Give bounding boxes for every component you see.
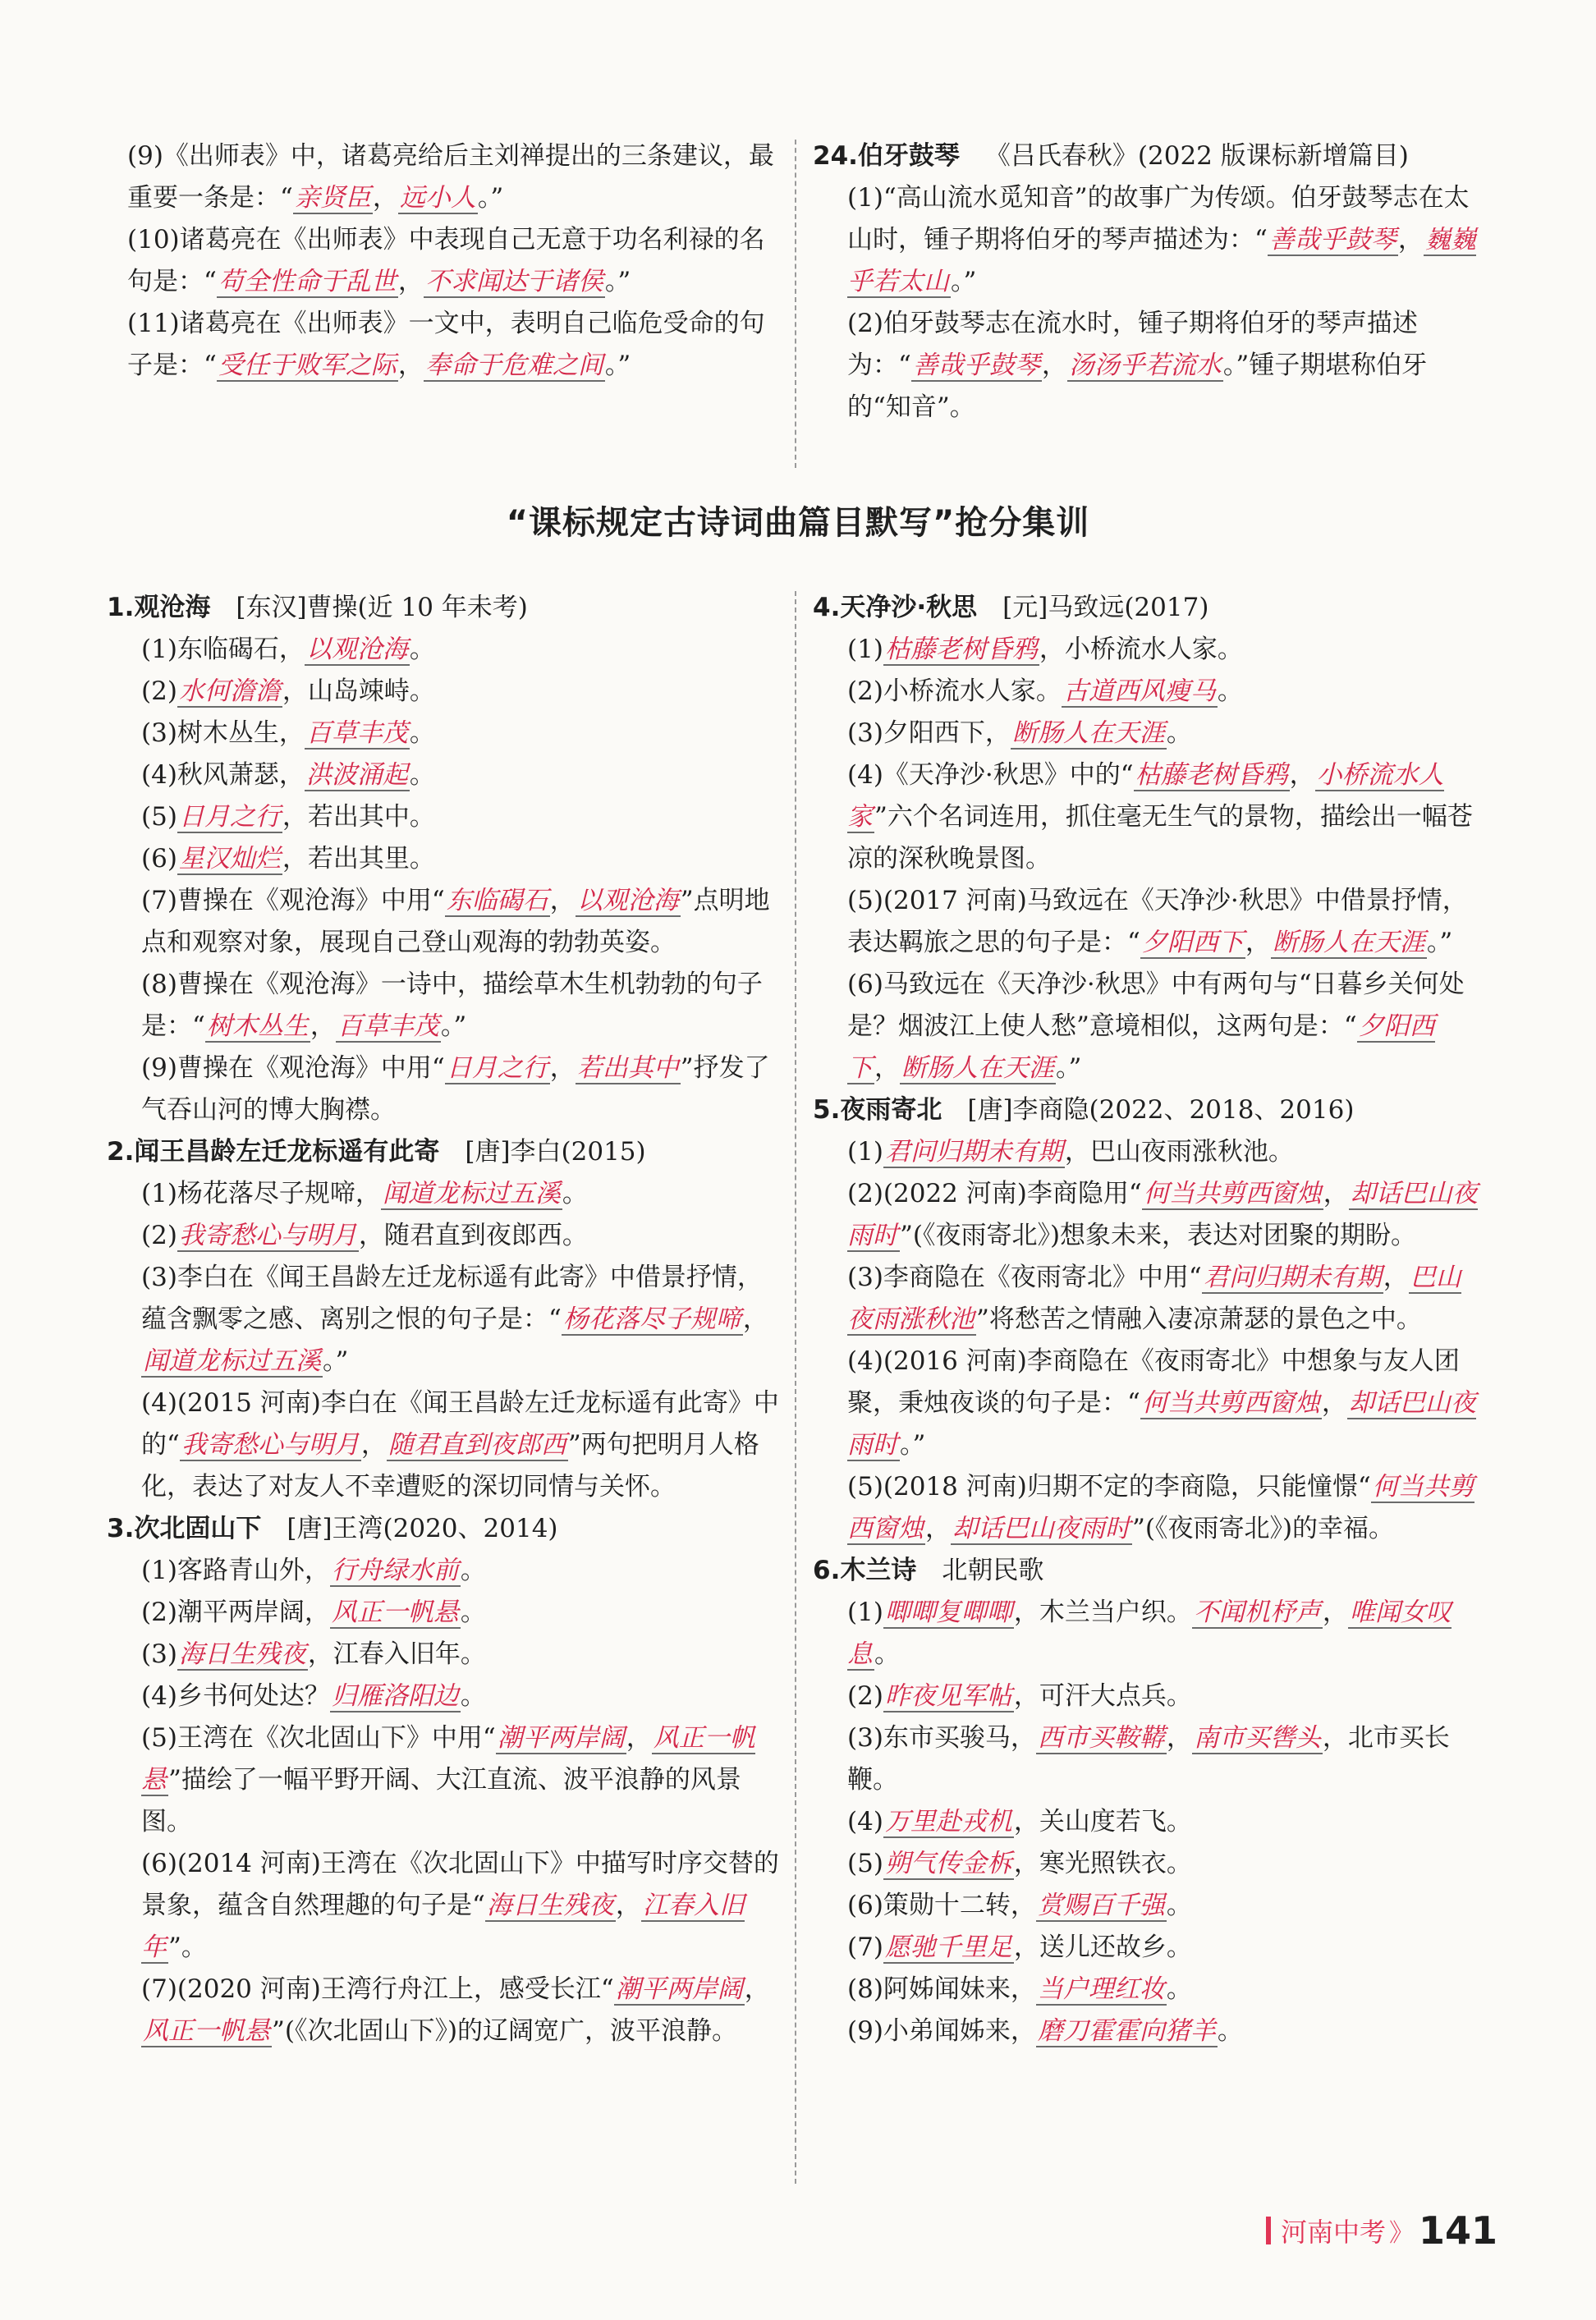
answer-separator: ， bbox=[626, 1723, 652, 1753]
question-text: (6)马致远在《天净沙·秋思》中有两句与“日暮乡关何处是？烟波江上使人愁”意境相似，这两句是：“ bbox=[847, 970, 1465, 1041]
question-text: (6)(2014 河南)王湾在《次北固山下》中描写时序交替的景象，蕴含自然理趣的句子是“ bbox=[141, 1849, 779, 1920]
answer-blank: 百草丰茂 bbox=[337, 1011, 439, 1041]
answer-blank: 却话巴山夜雨时 bbox=[847, 1179, 1478, 1250]
answer-blank: 当户理红妆 bbox=[1037, 1974, 1165, 2004]
question-line bbox=[813, 1173, 1482, 1257]
answer-blank: 若出其中 bbox=[576, 1053, 679, 1083]
question-line bbox=[107, 796, 780, 838]
question-line bbox=[107, 629, 780, 671]
question-text: ，可汗大点兵。 bbox=[1013, 1681, 1192, 1711]
answer-separator: ， bbox=[1383, 1263, 1409, 1292]
question-text: (11)诸葛亮在《出师表》一文中，表明自己临危受命的句子是：“ bbox=[127, 309, 765, 380]
item-title: 木兰诗 bbox=[840, 1556, 917, 1585]
answer-blank: 巍巍乎若太山 bbox=[847, 225, 1476, 296]
question-line bbox=[813, 1592, 1482, 1676]
column-divider-bottom bbox=[795, 591, 796, 2184]
item-source: [唐]李白(2015) bbox=[439, 1137, 646, 1167]
question-line bbox=[813, 629, 1482, 671]
answer-blank: 风正一帆悬 bbox=[331, 1598, 459, 1627]
question-text: (8)阿姊闻妹来， bbox=[847, 1974, 1036, 2004]
item-title: 闻王昌龄左迁龙标遥有此寄 bbox=[134, 1137, 440, 1167]
question-line bbox=[813, 1927, 1482, 1969]
item-heading bbox=[813, 587, 1482, 629]
answer-blank: 枯藤老树昏鸦 bbox=[1135, 760, 1288, 790]
question-text: ”(《夜雨寄北》)想象未来，表达对团聚的期盼。 bbox=[900, 1221, 1417, 1250]
question-text: (4)(2015 河南)李白在《闻王昌龄左迁龙标遥有此寄》中的“ bbox=[141, 1388, 779, 1460]
answer-blank: 南市买辔头 bbox=[1193, 1723, 1321, 1753]
question-text: (9)《出师表》中，诸葛亮给后主刘禅提出的三条建议，最重要一条是：“ bbox=[127, 141, 774, 213]
answer-blank: 日月之行 bbox=[178, 802, 281, 832]
answer-separator: ， bbox=[925, 1514, 951, 1543]
item-source: [元]马致远(2017) bbox=[977, 593, 1209, 622]
question-text: (7)(2020 河南)王湾行舟江上，感受长江“ bbox=[141, 1974, 614, 2004]
item-source: [唐]李商隐(2022、2018、2016) bbox=[942, 1095, 1355, 1125]
item-heading bbox=[813, 1550, 1482, 1592]
question-line bbox=[813, 1341, 1482, 1466]
item-heading bbox=[813, 1089, 1482, 1131]
answer-blank: 夕阳西下 bbox=[1141, 928, 1244, 957]
question-text: ”抒发了气吞山河的博大胸襟。 bbox=[141, 1053, 770, 1125]
item-source: [东汉]曹操(近 10 年未考) bbox=[210, 593, 528, 622]
question-line bbox=[127, 135, 780, 219]
answer-blank: 断肠人在天涯 bbox=[901, 1053, 1054, 1083]
question-text: ，若出其里。 bbox=[282, 844, 435, 873]
item-heading bbox=[107, 1508, 780, 1550]
question-text: 。” bbox=[951, 267, 977, 296]
question-line bbox=[107, 1676, 780, 1717]
answer-blank: 树木丛生 bbox=[206, 1011, 309, 1041]
item-number: 5. bbox=[813, 1095, 841, 1125]
question-text: 。” bbox=[604, 267, 631, 296]
question-text: (9)曹操在《观沧海》中用“ bbox=[141, 1053, 445, 1083]
question-text: (5)王湾在《次北固山下》中用“ bbox=[141, 1723, 496, 1753]
question-text: (9)小弟闻姊来， bbox=[847, 2016, 1036, 2046]
item-source: 北朝民歌 bbox=[916, 1556, 1044, 1585]
question-line bbox=[813, 1676, 1482, 1717]
question-line bbox=[813, 1843, 1482, 1885]
answer-blank: 百草丰茂 bbox=[305, 718, 408, 748]
question-line bbox=[107, 1634, 780, 1676]
question-text: 。” bbox=[323, 1346, 349, 1376]
question-text: ，随君直到夜郎西。 bbox=[358, 1221, 588, 1250]
item-heading bbox=[107, 587, 780, 629]
question-text: ”。 bbox=[168, 1933, 207, 1962]
question-text: (2) bbox=[847, 1681, 883, 1711]
question-text: (2) bbox=[141, 676, 177, 706]
question-text: 。” bbox=[900, 1430, 926, 1460]
item-number: 2. bbox=[107, 1137, 135, 1167]
answer-separator: ， bbox=[310, 1011, 336, 1041]
question-line bbox=[107, 880, 780, 964]
question-line bbox=[813, 303, 1482, 429]
question-text: ”描绘了一幅平野开阔、大江直流、波平浪静的风景图。 bbox=[141, 1765, 741, 1836]
answer-blank: 奉命于危难之间 bbox=[424, 351, 603, 380]
question-text: (1)东临碣石， bbox=[141, 635, 305, 664]
answer-blank: 日月之行 bbox=[446, 1053, 548, 1083]
item-title: 伯牙鼓琴 bbox=[857, 141, 960, 171]
items-right-column bbox=[813, 587, 1482, 2052]
question-text: ”两句把明月人格化，表达了对友人不幸遭贬的深切同情与关怀。 bbox=[141, 1430, 759, 1502]
question-line bbox=[813, 754, 1482, 880]
question-text: (7)曹操在《观沧海》中用“ bbox=[141, 886, 445, 915]
answer-separator: ， bbox=[372, 183, 398, 213]
answer-blank: 风正一帆悬 bbox=[141, 1723, 755, 1795]
question-text: (2)潮平两岸阔， bbox=[141, 1598, 330, 1627]
question-line bbox=[107, 671, 780, 713]
answer-separator: ， bbox=[1289, 760, 1315, 790]
question-line bbox=[107, 1173, 780, 1215]
answer-blank: 星汉灿烂 bbox=[178, 844, 281, 873]
question-text: 。 bbox=[874, 1639, 900, 1669]
question-line bbox=[107, 1717, 780, 1843]
question-text: (1) bbox=[847, 635, 883, 664]
page-number: 141 bbox=[1418, 2208, 1497, 2253]
answer-separator: ， bbox=[549, 886, 576, 915]
answer-separator: ， bbox=[1166, 1723, 1192, 1753]
answer-blank: 我寄愁心与明月 bbox=[178, 1221, 357, 1250]
question-text: 。 bbox=[409, 718, 435, 748]
answer-blank: 巴山夜雨涨秋池 bbox=[847, 1263, 1461, 1334]
question-line bbox=[813, 177, 1482, 303]
question-text: ，关山度若飞。 bbox=[1013, 1807, 1192, 1836]
question-line bbox=[107, 754, 780, 796]
question-text: 。”锺子期堪称伯牙的“知音”。 bbox=[847, 351, 1428, 422]
question-line bbox=[813, 1717, 1482, 1801]
answer-blank: 不求闻达于诸侯 bbox=[424, 267, 603, 296]
items-left-column bbox=[107, 587, 780, 2052]
answer-blank: 昨夜见军帖 bbox=[884, 1681, 1012, 1711]
answer-blank: 唧唧复唧唧 bbox=[884, 1598, 1012, 1627]
answer-blank: 朔气传金柝 bbox=[884, 1849, 1012, 1878]
answer-blank: 风正一帆悬 bbox=[143, 2016, 270, 2046]
item-number: 3. bbox=[107, 1514, 135, 1543]
answer-separator: ， bbox=[615, 1891, 641, 1920]
answer-blank: 何当共剪西窗烛 bbox=[847, 1472, 1474, 1543]
question-text: (5) bbox=[141, 802, 177, 832]
question-line bbox=[107, 964, 780, 1048]
question-line bbox=[107, 1969, 780, 2052]
item-title: 观沧海 bbox=[134, 593, 211, 622]
question-text: (2) bbox=[141, 1221, 177, 1250]
question-text: (4)秋风萧瑟， bbox=[141, 760, 305, 790]
question-text: ，送儿还故乡。 bbox=[1013, 1933, 1192, 1962]
question-text: ，小桥流水人家。 bbox=[1039, 635, 1243, 664]
answer-blank: 汤汤乎若流水 bbox=[1068, 351, 1222, 380]
item-source: 《吕氏春秋》(2022 版课标新增篇目) bbox=[959, 141, 1409, 171]
footer-label: 河南中考 bbox=[1280, 2217, 1386, 2248]
question-text: (1) bbox=[847, 1137, 883, 1167]
question-text: (3) bbox=[141, 1639, 177, 1669]
question-line bbox=[107, 1550, 780, 1592]
answer-blank: 海日生残夜 bbox=[178, 1639, 306, 1669]
question-text: 。 bbox=[460, 1598, 486, 1627]
question-line bbox=[107, 1843, 780, 1969]
question-text: (3)东市买骏马， bbox=[847, 1723, 1036, 1753]
question-text: ，木兰当户织。 bbox=[1013, 1598, 1192, 1627]
column-divider-top bbox=[795, 140, 796, 468]
question-line bbox=[107, 1592, 780, 1634]
answer-separator: ， bbox=[1041, 351, 1067, 380]
answer-blank: 却话巴山夜雨时 bbox=[847, 1388, 1476, 1460]
question-text: 。 bbox=[409, 635, 435, 664]
question-line bbox=[107, 838, 780, 880]
answer-blank: 水何澹澹 bbox=[178, 676, 281, 706]
item-number: 6. bbox=[813, 1556, 841, 1585]
question-text: 。” bbox=[477, 183, 504, 213]
answer-blank: 善哉乎鼓琴 bbox=[912, 351, 1040, 380]
answer-blank: 亲贤臣 bbox=[294, 183, 371, 213]
answer-blank: 何当共剪西窗烛 bbox=[1143, 1179, 1322, 1208]
answer-blank: 夕阳西下 bbox=[847, 1011, 1435, 1083]
answer-blank: 归雁洛阳边 bbox=[331, 1681, 459, 1711]
question-text: ”将愁苦之情融入凄凉萧瑟的景色之中。 bbox=[976, 1304, 1422, 1334]
answer-blank: 枯藤老树昏鸦 bbox=[884, 635, 1038, 664]
answer-blank: 苟全性命于乱世 bbox=[218, 267, 397, 296]
question-text: (2)(2022 河南)李商隐用“ bbox=[847, 1179, 1142, 1208]
answer-separator: ， bbox=[360, 1430, 387, 1460]
question-text: (5)(2018 河南)归期不定的李商隐，只能憧憬“ bbox=[847, 1472, 1371, 1502]
answer-blank: 君问归期未有期 bbox=[884, 1137, 1063, 1167]
question-line bbox=[107, 1382, 780, 1508]
question-text: (2)小桥流水人家。 bbox=[847, 676, 1062, 706]
question-text: (1) bbox=[847, 1598, 883, 1627]
answer-blank: 随君直到夜郎西 bbox=[388, 1430, 566, 1460]
answer-separator: ， bbox=[742, 1304, 768, 1334]
question-line bbox=[107, 713, 780, 754]
answer-separator: ， bbox=[1323, 1179, 1349, 1208]
answer-blank: 君问归期未有期 bbox=[1203, 1263, 1382, 1292]
answer-separator: ， bbox=[397, 267, 424, 296]
answer-blank: 小桥流水人家 bbox=[847, 760, 1444, 832]
item-number: 1. bbox=[107, 593, 135, 622]
question-line bbox=[813, 1257, 1482, 1341]
question-line bbox=[813, 1466, 1482, 1550]
question-line bbox=[107, 1257, 780, 1382]
answer-blank: 以观沧海 bbox=[305, 635, 408, 664]
answer-blank: 我寄愁心与明月 bbox=[181, 1430, 360, 1460]
top-left-questions bbox=[127, 135, 780, 387]
answer-blank: 何当共剪西窗烛 bbox=[1141, 1388, 1320, 1418]
item-title: 夜雨寄北 bbox=[840, 1095, 942, 1125]
answer-blank: 磨刀霍霍向猪羊 bbox=[1037, 2016, 1216, 2046]
answer-blank: 远小人 bbox=[399, 183, 476, 213]
question-text: 。” bbox=[1056, 1053, 1082, 1083]
question-text: (2)伯牙鼓琴志在流水时，锺子期将伯牙的琴声描述为：“ bbox=[847, 309, 1418, 380]
question-text: (1)“高山流水觅知音”的故事广为传颂。伯牙鼓琴志在太山时，锺子期将伯牙的琴声描述为：“ bbox=[847, 183, 1470, 254]
item-heading bbox=[107, 1131, 780, 1173]
answer-blank: 闻道龙标过五溪 bbox=[143, 1346, 321, 1376]
question-line bbox=[127, 303, 780, 387]
question-text: ，若出其中。 bbox=[282, 802, 435, 832]
question-text: (1)杨花落尽子规啼， bbox=[141, 1179, 381, 1208]
question-text: (3)夕阳西下， bbox=[847, 718, 1011, 748]
top-right-item bbox=[813, 135, 1482, 429]
question-text: ，江春入旧年。 bbox=[307, 1639, 486, 1669]
item-heading bbox=[813, 135, 1482, 177]
answer-blank: 愿驰千里足 bbox=[884, 1933, 1012, 1962]
question-line bbox=[813, 1131, 1482, 1173]
question-line bbox=[813, 2011, 1482, 2052]
question-line bbox=[813, 880, 1482, 964]
question-line bbox=[813, 671, 1482, 713]
question-text: (5) bbox=[847, 1849, 883, 1878]
question-text: (4)乡书何处达？ bbox=[141, 1681, 330, 1711]
item-number: 24. bbox=[813, 141, 858, 171]
answer-blank: 断肠人在天涯 bbox=[1011, 718, 1165, 748]
question-text: 。 bbox=[460, 1556, 486, 1585]
footer-accent-bar bbox=[1266, 2217, 1271, 2244]
question-text: 。 bbox=[1217, 2016, 1243, 2046]
question-text: 。” bbox=[604, 351, 631, 380]
question-line bbox=[127, 219, 780, 303]
question-line bbox=[107, 1048, 780, 1131]
answer-blank: 以观沧海 bbox=[576, 886, 679, 915]
question-line bbox=[107, 1215, 780, 1257]
question-text: ”点明地点和观察对象，展现自己登山观海的勃勃英姿。 bbox=[141, 886, 770, 957]
answer-blank: 潮平两岸阔 bbox=[497, 1723, 625, 1753]
question-text: 。” bbox=[440, 1011, 467, 1041]
answer-blank: 东临碣石 bbox=[446, 886, 548, 915]
answer-separator: ， bbox=[744, 1974, 770, 2004]
question-text: ”(《夜雨寄北》)的幸福。 bbox=[1132, 1514, 1395, 1543]
question-text: (3)李白在《闻王昌龄左迁龙标遥有此寄》中借景抒情，蕴含飘零之感、离别之恨的句子是：“ bbox=[141, 1263, 763, 1334]
answer-separator: ， bbox=[1397, 225, 1424, 254]
question-text: (1)客路青山外， bbox=[141, 1556, 330, 1585]
question-text: (7) bbox=[847, 1933, 883, 1962]
question-text: 。 bbox=[1166, 1891, 1192, 1920]
answer-separator: ， bbox=[549, 1053, 576, 1083]
question-text: (5)(2017 河南)马致远在《天净沙·秋思》中借景抒情，表达羁旅之思的句子是：“ bbox=[847, 886, 1468, 957]
question-text: 。 bbox=[562, 1179, 588, 1208]
question-text: ”六个名词连用，抓住毫无生气的景物，描绘出一幅苍凉的深秋晚景图。 bbox=[847, 802, 1473, 873]
question-text: 。 bbox=[460, 1681, 486, 1711]
question-line bbox=[813, 1969, 1482, 2011]
question-text: (3)树木丛生， bbox=[141, 718, 305, 748]
answer-blank: 杨花落尽子规啼 bbox=[562, 1304, 741, 1334]
question-text: (4) bbox=[847, 1807, 883, 1836]
section-title: “课标规定古诗词曲篇目默写”抢分集训 bbox=[506, 504, 1090, 542]
answer-blank: 海日生残夜 bbox=[486, 1891, 614, 1920]
answer-blank: 善哉乎鼓琴 bbox=[1268, 225, 1396, 254]
question-text: (4)《天净沙·秋思》中的“ bbox=[847, 760, 1134, 790]
answer-blank: 断肠人在天涯 bbox=[1272, 928, 1425, 957]
question-text: 。 bbox=[1166, 718, 1192, 748]
question-text: (6)策勋十二转， bbox=[847, 1891, 1036, 1920]
question-text: ，北市买长鞭。 bbox=[847, 1723, 1450, 1795]
answer-blank: 潮平两岸阔 bbox=[615, 1974, 743, 2004]
question-text: (3)李商隐在《夜雨寄北》中用“ bbox=[847, 1263, 1202, 1292]
answer-separator: ， bbox=[397, 351, 424, 380]
question-text: (4)(2016 河南)李商隐在《夜雨寄北》中想象与友人团聚，秉烛夜谈的句子是：“ bbox=[847, 1346, 1460, 1418]
page-footer bbox=[1266, 2208, 1497, 2253]
question-text: (6) bbox=[141, 844, 177, 873]
answer-separator: ， bbox=[874, 1053, 900, 1083]
question-text: ，寒光照铁衣。 bbox=[1013, 1849, 1192, 1878]
answer-blank: 不闻机杼声 bbox=[1193, 1598, 1321, 1627]
question-text: 。 bbox=[1217, 676, 1243, 706]
question-text: 。 bbox=[1166, 1974, 1192, 2004]
item-number: 4. bbox=[813, 593, 841, 622]
question-text: (8)曹操在《观沧海》一诗中，描绘草木生机勃勃的句子是：“ bbox=[141, 970, 763, 1041]
chevron-right-icon: 》 bbox=[1388, 2219, 1414, 2248]
question-text: 。” bbox=[1426, 928, 1453, 957]
question-text: ”(《次北固山下》)的辽阔宽广，波平浪静。 bbox=[272, 2016, 738, 2046]
answer-blank: 却话巴山夜雨时 bbox=[952, 1514, 1130, 1543]
answer-separator: ， bbox=[1322, 1598, 1348, 1627]
question-line bbox=[813, 964, 1482, 1089]
question-line bbox=[813, 713, 1482, 754]
question-text: ，山岛竦峙。 bbox=[282, 676, 435, 706]
answer-blank: 西市买鞍鞯 bbox=[1037, 1723, 1165, 1753]
answer-separator: ， bbox=[1321, 1388, 1347, 1418]
answer-blank: 江春入旧年 bbox=[141, 1891, 745, 1962]
answer-blank: 洪波涌起 bbox=[305, 760, 408, 790]
question-line bbox=[813, 1885, 1482, 1927]
answer-blank: 唯闻女叹息 bbox=[847, 1598, 1452, 1669]
question-text: 。 bbox=[409, 760, 435, 790]
answer-separator: ， bbox=[1245, 928, 1271, 957]
answer-blank: 万里赴戎机 bbox=[884, 1807, 1012, 1836]
question-text: (10)诸葛亮在《出师表》中表现自己无意于功名利禄的名句是：“ bbox=[127, 225, 765, 296]
answer-blank: 古道西风瘦马 bbox=[1062, 676, 1216, 706]
answer-blank: 赏赐百千强 bbox=[1037, 1891, 1165, 1920]
question-line bbox=[813, 1801, 1482, 1843]
item-source: [唐]王湾(2020、2014) bbox=[261, 1514, 558, 1543]
answer-blank: 行舟绿水前 bbox=[331, 1556, 459, 1585]
question-text: ，巴山夜雨涨秋池。 bbox=[1064, 1137, 1294, 1167]
item-title: 天净沙·秋思 bbox=[840, 593, 978, 622]
answer-blank: 闻道龙标过五溪 bbox=[382, 1179, 561, 1208]
answer-blank: 受任于败军之际 bbox=[218, 351, 397, 380]
item-title: 次北固山下 bbox=[134, 1514, 262, 1543]
